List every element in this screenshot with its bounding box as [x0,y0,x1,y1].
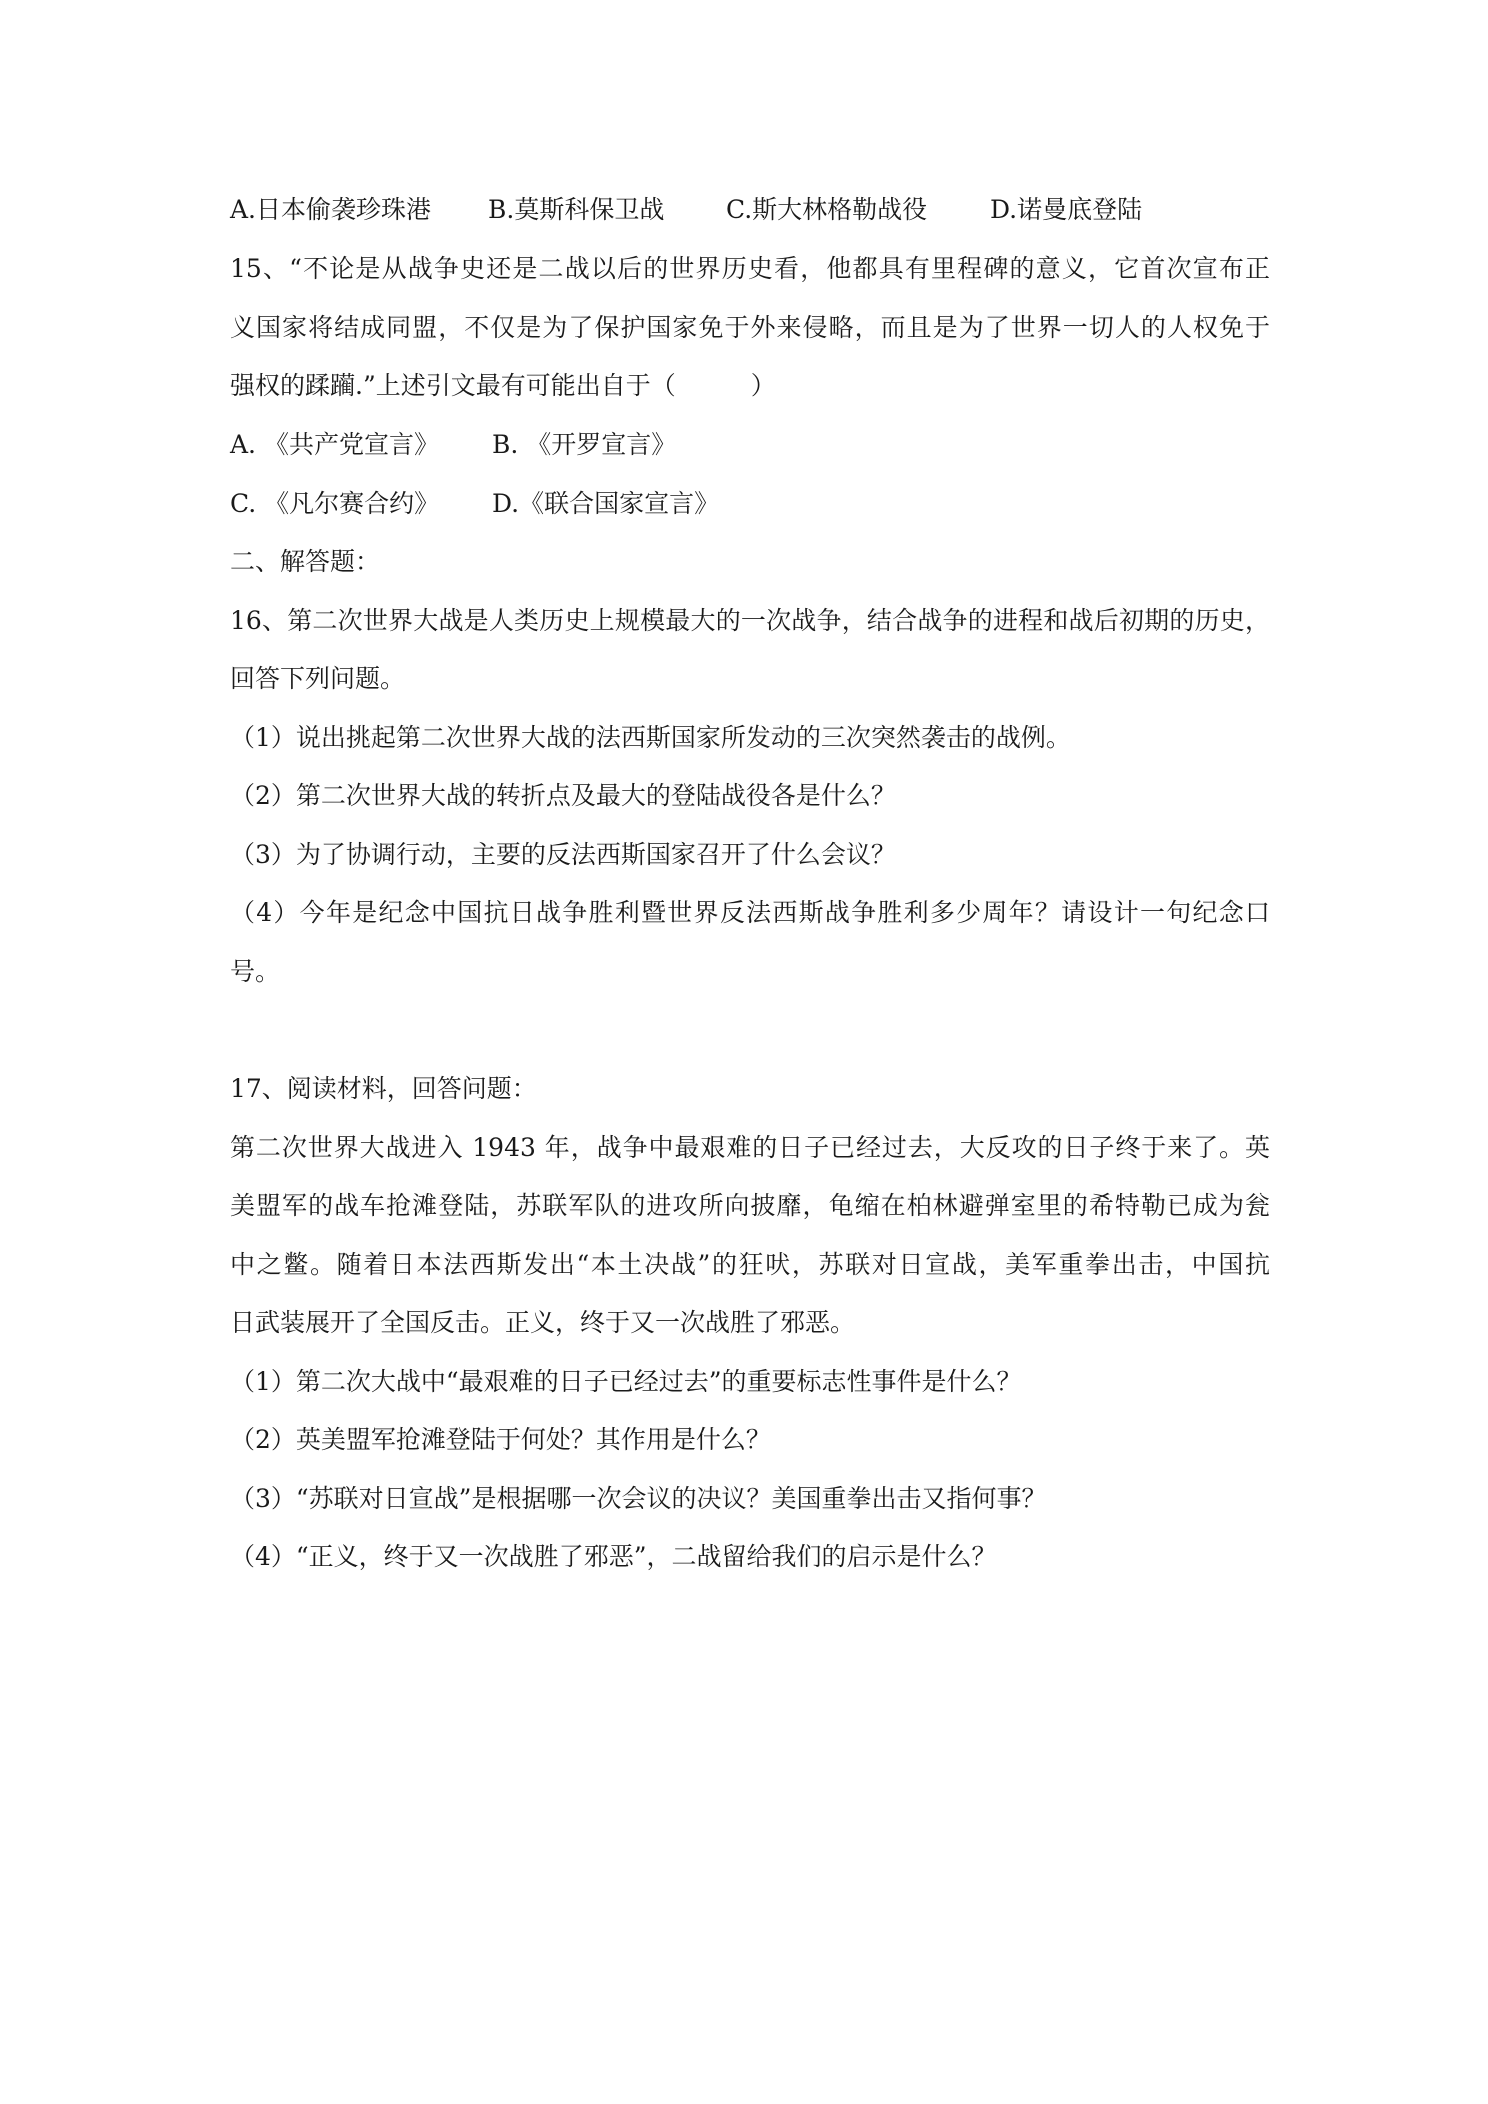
q15-option-c: C. 《凡尔赛合约》 [230,489,440,518]
q17-sub-4: （4）“正义，终于又一次战胜了邪恶”，二战留给我们的启示是什么？ [230,1542,997,1571]
q16-stem-line-1: 16、第二次世界大战是人类历史上规模最大的一次战争，结合战争的进程和战后初期的历史， [230,606,1270,635]
q17-material-line-2: 美盟军的战车抢滩登陆，苏联军队的进攻所向披靡，龟缩在柏林避弹室里的希特勒已成为瓮 [230,1191,1270,1220]
q17-sub-3: （3）“苏联对日宣战”是根据哪一次会议的决议？美国重拳出击又指何事？ [230,1484,1047,1513]
q17-material-line-4: 日武装展开了全国反击。正义，终于又一次战胜了邪恶。 [230,1308,856,1337]
q14-option-c: C.斯大林格勒战役 [726,195,928,224]
q17-sub-1: （1）第二次大战中“最艰难的日子已经过去”的重要标志性事件是什么？ [230,1367,1022,1396]
q17-material-line-1: 第二次世界大战进入 1943 年，战争中最艰难的日子已经过去，大反攻的日子终于来了。英 [230,1133,1270,1162]
q15-stem-line-1: 15、“不论是从战争史还是二战以后的世界历史看，他都具有里程碑的意义，它首次宣布正 [230,254,1270,283]
q16-sub-1: （1）说出挑起第二次世界大战的法西斯国家所发动的三次突然袭击的战例。 [230,723,1071,752]
q14-option-a: A.日本偷袭珍珠港 [230,195,432,224]
q15-option-a: A. 《共产党宣言》 [230,430,439,459]
q16-sub-4-line-1: （4）今年是纪念中国抗日战争胜利暨世界反法西斯战争胜利多少周年？请设计一句纪念口 [230,898,1270,927]
section-title: 二、解答题： [230,547,381,576]
q16-sub-3: （3）为了协调行动，主要的反法西斯国家召开了什么会议？ [230,840,896,869]
q16-sub-2: （2）第二次世界大战的转折点及最大的登陆战役各是什么？ [230,781,896,810]
q16-stem-line-2: 回答下列问题。 [230,664,406,693]
q15-option-b: B. 《开罗宣言》 [492,430,677,459]
q17-stem: 17、阅读材料，回答问题： [230,1074,537,1103]
q17-sub-2: （2）英美盟军抢滩登陆于何处？其作用是什么？ [230,1425,771,1454]
q17-material-line-3: 中之鳖。随着日本法西斯发出“本土决战”的狂吠，苏联对日宣战，美军重拳出击，中国抗 [230,1250,1270,1279]
q15-stem-line-2: 义国家将结成同盟，不仅是为了保护国家免于外来侵略，而且是为了世界一切人的人权免于 [230,313,1270,342]
q16-sub-4-line-2: 号。 [230,957,281,986]
q15-option-d: D.《联合国家宣言》 [492,489,720,518]
q14-option-b: B.莫斯科保卫战 [488,195,665,224]
q14-option-d: D.诺曼底登陆 [990,195,1143,224]
q15-stem-line-3: 强权的蹂躏.”上述引文最有可能出自于（ ） [230,371,776,400]
